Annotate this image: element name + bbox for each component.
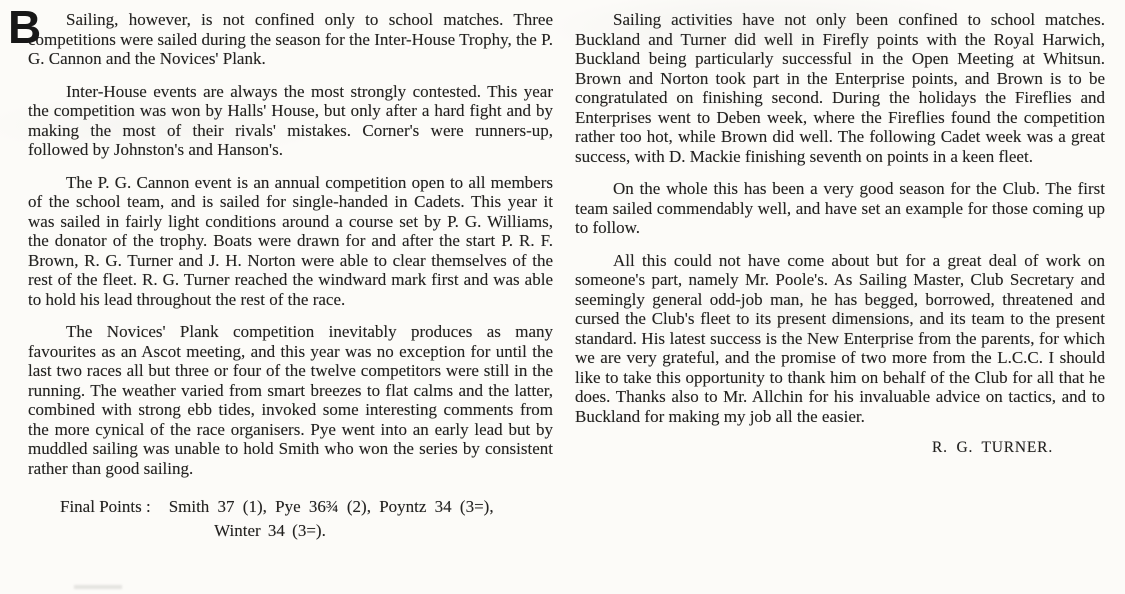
left-column xyxy=(8,1,553,543)
paragraph: Sailing, however, is not confined only to school matches. Three competitions were sailed during the season for the Inter-House Trophy, the P. G. Cannon and the Novices' Plank. xyxy=(28,10,553,68)
paragraph: All this could not have come about but for a great deal of work on someone's part, namely Mr. Poole's. As Sailing Master, Club Secretary and seemingly general odd-job man, he has begged, borrowed, threatened and cursed the Club's fleet to its present dimensions, and its team to the present standard. His latest success is the New Enterprise from the parents, for which we are very grateful, and the promise of two more from the L.C.C. I should like to take this opportunity to thank him on behalf of the Club for all that he does. Thanks also to Mr. Allchin for his invaluable advice on tactics, and to Buckland for making my job all the easier. xyxy=(575,250,1105,426)
scan-smudge xyxy=(74,585,122,589)
final-points-block xyxy=(60,495,553,543)
author-signature: R. G. TURNER. xyxy=(931,439,1053,456)
final-points-line1 xyxy=(60,495,553,519)
right-column xyxy=(575,10,1105,543)
final-points-values: Smith 37 (1), Pye 36¾ (2), Poyntz 34 (3=), xyxy=(168,497,494,516)
paragraph: The P. G. Cannon event is an annual competition open to all members of the school team, and is sailed for single-handed in Cadets. This year it was sailed in fairly light conditions around a course set by P. G. Williams, the donator of the trophy. Boats were drawn for and after the start P. R. F. Brown, R. G. Turner and J. H. Norton were able to clear themselves of the rest of the fleet. R. G. Turner reached the windward mark first and was able to hold his lead throughout the rest of the race. xyxy=(28,172,553,309)
final-points-label: Final Points : xyxy=(60,497,151,516)
paragraph: Inter-House events are always the most strongly contested. This year the competition was won by Halls' House, but only after a hard fight and by making the most of their rivals' mistakes. Corner's were runners-up, followed by Johnston's and Hanson's. xyxy=(28,81,553,159)
paragraph: On the whole this has been a very good season for the Club. The first team sailed commendably well, and have set an example for those coming up to follow. xyxy=(575,179,1105,237)
paragraph: The Novices' Plank competition inevitably produces as many favourites as an Ascot meeting, and this year was no exception for until the last two races all but three or four of the twelve competitors were still in the running. The weather varied from smart breezes to flat calms and the latter, combined with strong ebb tides, invoked some interesting comments from the more cynical of the race organisers. Pye went into an early lead but by muddled sailing was unable to hold Smith who won the series by consistent rather than good sailing. xyxy=(28,322,553,478)
final-points-line2: Winter 34 (3=). xyxy=(214,521,326,540)
paragraph: Sailing activities have not only been confined to school matches. Buckland and Turner did well in Firefly points with the Royal Harwich, Buckland being particularly successful in the Open Meeting at Whitsun. Brown and Norton took part in the Enterprise points, and Brown is to be congratulated on finishing second. During the holidays the Fireflies and Enterprises went to Deben week, where the Fireflies found the competition rather too hot, while Brown did well. The following Cadet week was a great success, with D. Mackie finishing seventh on points in a keen fleet. xyxy=(575,10,1105,166)
two-column-layout xyxy=(8,1,1105,543)
section-letter: B xyxy=(8,1,42,53)
